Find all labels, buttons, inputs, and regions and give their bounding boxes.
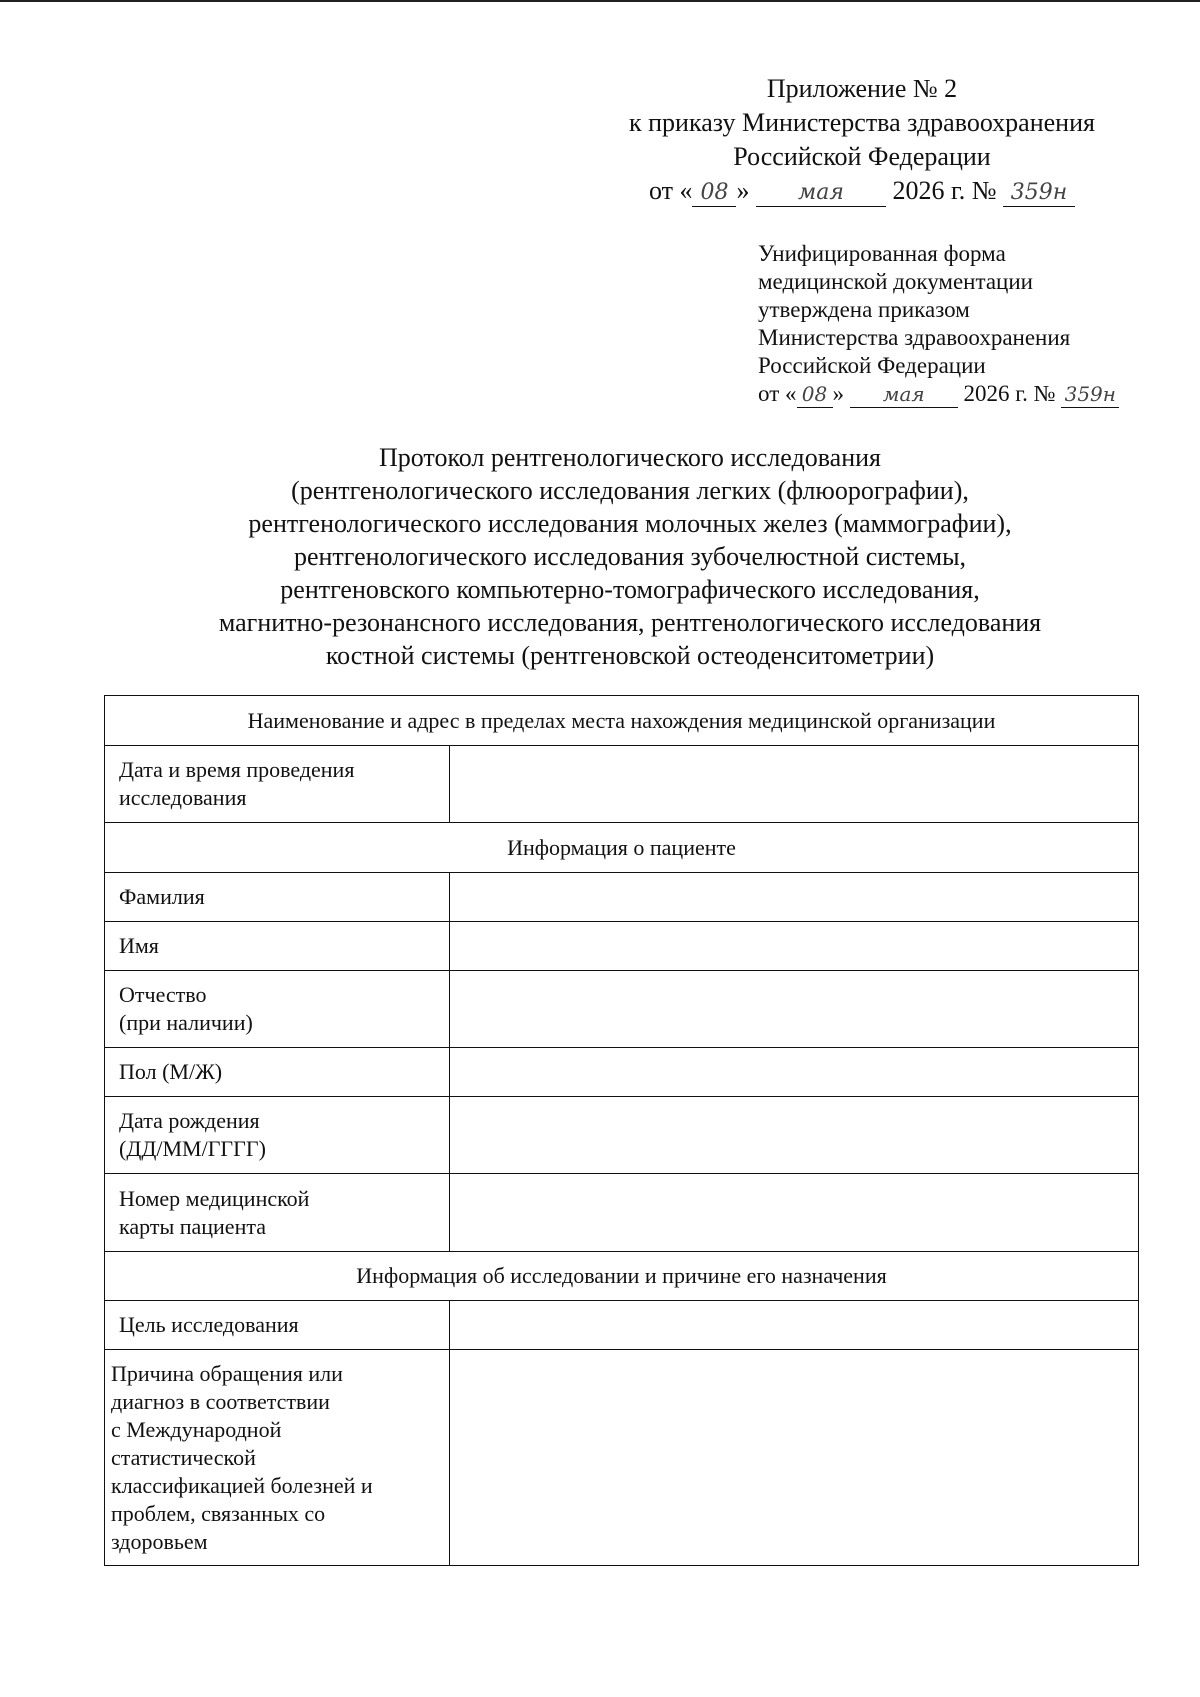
protocol-form-table — [104, 695, 1139, 1566]
name-row — [105, 922, 1139, 971]
uniform-date-line — [758, 380, 1158, 408]
uniform-day: 08 — [797, 381, 833, 408]
exam-datetime-row — [105, 746, 1139, 823]
birth-date-row — [105, 1097, 1139, 1174]
purpose-label: Цель исследования — [105, 1301, 450, 1350]
uniform-number: 359н — [1061, 381, 1119, 408]
title-line7: костной системы (рентгеновской остеоденситометрии) — [325, 641, 935, 670]
uniform-close-quote: » — [832, 381, 844, 406]
title-line4: рентгенологического исследования зубочелюстной системы, — [293, 542, 967, 571]
appendix-header — [582, 72, 1142, 208]
birth-date-field[interactable] — [450, 1097, 1139, 1174]
uniform-form-note — [758, 240, 1158, 408]
reason-field[interactable] — [450, 1350, 1139, 1566]
title-line3: рентгенологического исследования молочных желез (маммографии), — [248, 509, 1012, 538]
purpose-row — [105, 1301, 1139, 1350]
birth-date-label: Дата рождения (ДД/ММ/ГГГГ) — [105, 1097, 450, 1174]
patronymic-field[interactable] — [450, 971, 1139, 1048]
title-line1: Протокол рентгенологического исследования — [379, 443, 881, 472]
sex-field[interactable] — [450, 1048, 1139, 1097]
appendix-close-quote: » — [736, 176, 750, 205]
patient-header: Информация о пациенте — [105, 823, 1139, 873]
exam-header-row — [105, 1252, 1139, 1301]
title-line6: магнитно-резонансного исследования, рентгенологического исследования — [218, 608, 1042, 637]
uniform-line3: утверждена приказом — [758, 297, 970, 322]
uniform-line5: Российской Федерации — [758, 353, 986, 378]
purpose-field[interactable] — [450, 1301, 1139, 1350]
appendix-year: 2026 г. № — [892, 176, 997, 205]
title-line5: рентгеновского компьютерно-томографического исследования, — [280, 575, 980, 604]
appendix-number: 359н — [1003, 180, 1075, 207]
patronymic-label: Отчество (при наличии) — [105, 971, 450, 1048]
title-line2: (рентгенологического исследования легких (флюорографии), — [291, 476, 969, 505]
appendix-day: 08 — [692, 180, 736, 207]
appendix-line2: к приказу Министерства здравоохранения — [629, 108, 1095, 137]
uniform-month: мая — [850, 381, 958, 408]
surname-label: Фамилия — [105, 873, 450, 922]
patronymic-row — [105, 971, 1139, 1048]
reason-label: Причина обращения или диагноз в соответствии с Международной статистической классификацией болезней и проблем, связанных со здоровьем — [105, 1350, 450, 1566]
card-number-label: Номер медицинской карты пациента — [105, 1174, 450, 1252]
name-field[interactable] — [450, 922, 1139, 971]
appendix-date-line — [582, 174, 1142, 208]
uniform-from: от « — [758, 381, 797, 406]
uniform-line4: Министерства здравоохранения — [758, 325, 1071, 350]
card-number-field[interactable] — [450, 1174, 1139, 1252]
uniform-line2: медицинской документации — [758, 269, 1033, 294]
uniform-line1: Унифицированная форма — [758, 241, 1006, 266]
surname-field[interactable] — [450, 873, 1139, 922]
card-number-row — [105, 1174, 1139, 1252]
appendix-line3: Российской Федерации — [733, 142, 991, 171]
org-header-row — [105, 696, 1139, 746]
exam-datetime-label: Дата и время проведения исследования — [105, 746, 450, 823]
sex-label: Пол (М/Ж) — [105, 1048, 450, 1097]
appendix-from: от « — [648, 176, 693, 205]
org-header: Наименование и адрес в пределах места нахождения медицинской организации — [105, 696, 1139, 746]
exam-header: Информация об исследовании и причине его назначения — [105, 1252, 1139, 1301]
patient-header-row — [105, 823, 1139, 873]
exam-datetime-field[interactable] — [450, 746, 1139, 823]
appendix-month: мая — [756, 180, 886, 207]
reason-row — [105, 1350, 1139, 1566]
page-top-edge — [0, 0, 1200, 2]
appendix-line1: Приложение № 2 — [766, 74, 958, 103]
uniform-year: 2026 г. № — [963, 381, 1056, 406]
protocol-title — [100, 441, 1160, 672]
surname-row — [105, 873, 1139, 922]
name-label: Имя — [105, 922, 450, 971]
sex-row — [105, 1048, 1139, 1097]
